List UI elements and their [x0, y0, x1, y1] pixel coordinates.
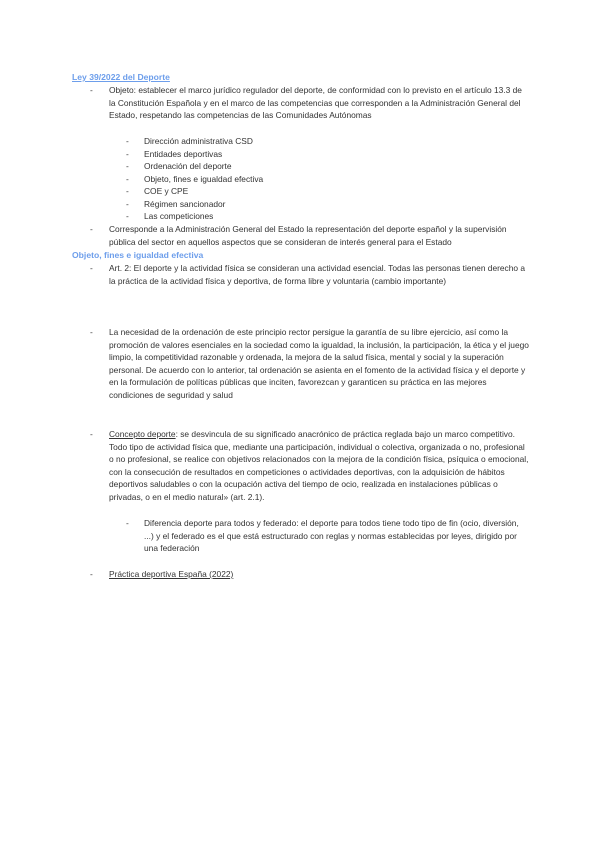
corresponde-text: Corresponde a la Administración General del Estado la representación del deporte español y la supervisión pública del sector en aquellos aspectos que se consideran de interés general para el Estado: [109, 224, 507, 247]
bullet-dash: -: [90, 224, 93, 234]
sublist-item-text: Las competiciones: [144, 211, 214, 221]
bullet-dash: -: [126, 198, 129, 209]
bullet-dash: -: [90, 327, 93, 337]
sublist-item-text: Objeto, fines e igualdad efectiva: [144, 173, 264, 184]
bullet-dash: -: [90, 85, 93, 95]
diferencia-text: Diferencia deporte para todos y federado: el deporte para todos tiene todo tipo de fin (ocio, diversión, ...) y el federado es el que está estructurado con reglas y normas establecidas por leyes, dirigido por una federación: [144, 518, 519, 554]
bullet-dash: -: [126, 136, 129, 146]
sublist-item-text: Entidades deportivas: [144, 148, 223, 159]
bullet-dash: -: [90, 569, 93, 579]
concepto-label: Concepto deporte: [109, 429, 176, 439]
sublist-item-text: Ordenación del deporte: [144, 161, 232, 171]
sublist-item-text: Régimen sancionador: [144, 198, 226, 209]
sublist-item: [126, 160, 526, 173]
sublist-item: [126, 198, 526, 211]
concepto-text: : se desvincula de su significado anacrónico de práctica reglada bajo un marco competitivo. Todo tipo de actividad física que, mediante una participación, individual o colectiva, organizada o no, profesional o no profesional, se realice con objetivos relacionados con la mejora de la condición física, psíquica o emocional, con la consecución de resultados en competiciones o actividades deportivas, con la adquisición de hábitos deportivos saludables o con la ocupación activa del tiempo de ocio, realizada en instalaciones públicas o privadas, o en el medio natural» (art. 2.1).: [109, 429, 529, 502]
practica-link-text: Práctica deportiva España (2022): [109, 569, 234, 579]
sublist-item-text: COE y CPE: [144, 186, 189, 196]
bullet-dash: -: [90, 263, 93, 273]
bullet-dash: -: [126, 186, 129, 196]
list-item-concepto: [90, 428, 530, 504]
art2-text: Art. 2: El deporte y la actividad física se consideran una actividad esencial. Todas las personas tienen derecho a la práctica de la actividad física y deportiva, de forma libre y voluntaria (cambio importante): [109, 263, 526, 286]
bullet-dash: -: [126, 173, 129, 184]
bullet-dash: -: [126, 148, 129, 159]
concepto-paragraph: [109, 428, 530, 504]
objeto-text: Objeto: establecer el marco jurídico regulador del deporte, de conformidad con lo previsto en el artículo 13.3 de la Constitución Española y en el marco de las competencias que corresponden a la Administración General del Estado, respetando las competencias de las Comunidades Autónomas: [109, 85, 522, 121]
list-item-corresponde: [90, 223, 530, 248]
sublist-item-text: Dirección administrativa CSD: [144, 136, 253, 146]
sublist-item: [126, 135, 526, 148]
sublist-item: [126, 210, 526, 223]
bullet-dash: -: [126, 211, 129, 221]
bullet-dash: -: [90, 429, 93, 439]
list-item-art2: [90, 262, 530, 287]
necesidad-text: La necesidad de la ordenación de este principio rector persigue la garantía de su libre ejercicio, así como la promoción de valores esenciales en la sociedad como la igualdad, la inclusión, la participación, la ética y el juego limpio, la competitividad razonable y ordenada, la mejora de la salud física, mental y social y la superación personal. De acuerdo con lo anterior, tal ordenación se asienta en el fomento de la actividad física y el deporte y en la formulación de políticas públicas que inciten, favorezcan y garanticen su práctica en las mejores condiciones de seguridad y salud: [109, 327, 529, 400]
section-heading-objeto: Objeto, fines e igualdad efectiva: [72, 250, 204, 260]
sublist-item: [126, 173, 526, 186]
sublist-item: [126, 148, 526, 161]
section-heading-ley: Ley 39/2022 del Deporte: [72, 72, 170, 82]
list-item-objeto: [90, 84, 530, 122]
bullet-dash: -: [126, 518, 129, 528]
sublist-item: [126, 185, 526, 198]
list-item-practica: [90, 568, 530, 581]
bullet-dash: -: [126, 161, 129, 171]
sublist-item-diferencia: [126, 517, 526, 555]
list-item-necesidad: [90, 326, 530, 402]
